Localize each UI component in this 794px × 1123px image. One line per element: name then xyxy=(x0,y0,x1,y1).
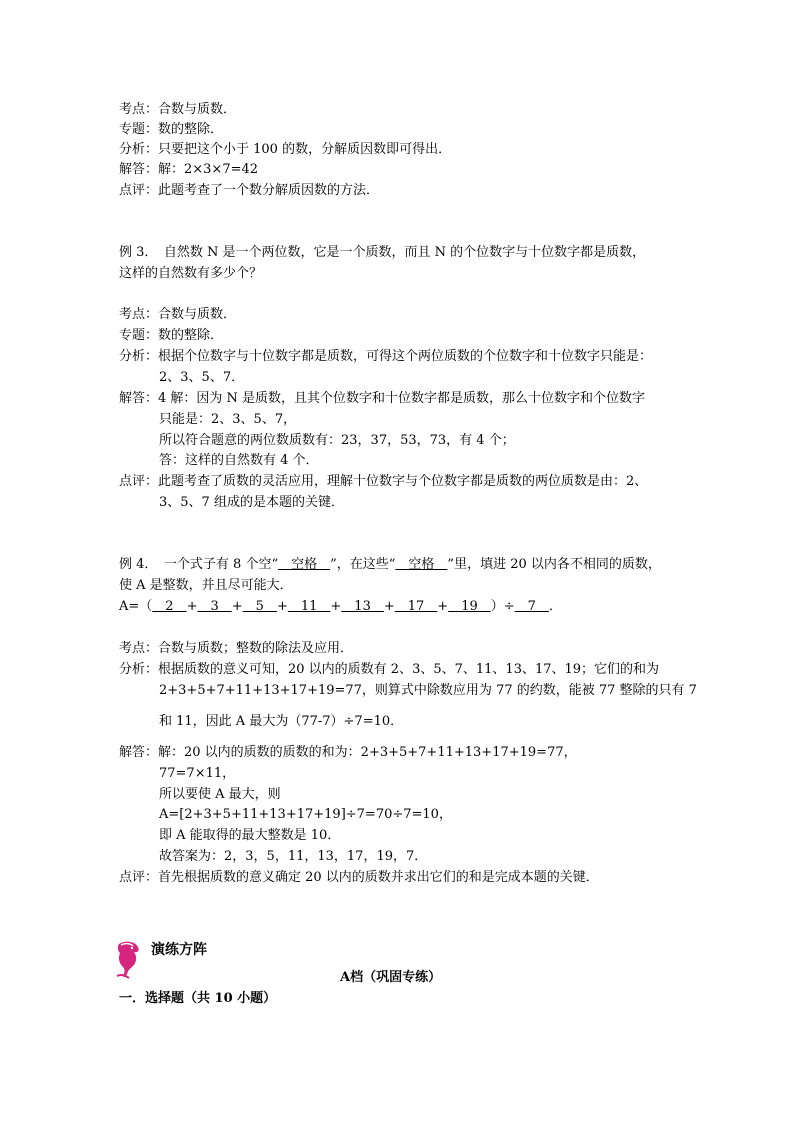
example-4-question xyxy=(119,556,661,574)
jieda-4: 解答：解：20 以内的质数的质数的和为：2+3+5+7+11+13+17+19=77， xyxy=(119,745,577,760)
jieda-4-line6: 故答案为：2，3，5，11，13，17，19，7． xyxy=(159,849,428,864)
kaodian-3: 考点：合数与质数． xyxy=(119,307,237,322)
jieda-1: 解答：解：2×3×7=42 xyxy=(119,162,259,177)
formula-prefix: A=（ xyxy=(119,599,153,614)
dianping-3-cont: 3、5、7 组成的是本题的关键． xyxy=(159,495,344,510)
practice-title: 演练方阵 xyxy=(151,942,207,958)
fenxi-4: 分析：根据质数的意义可知，20 以内的质数有 2、3、5、7、11、13、17、19；它们的和为 xyxy=(119,662,660,677)
example-4-question-cont: 使 A 是整数，并且尽可能大． xyxy=(119,578,293,593)
jieda-4-line5: 即 A 能取得的最大整数是 10． xyxy=(159,828,341,843)
jieda-4-line4: A=[2+3+5+11+13+17+19]÷7=70÷7=10， xyxy=(159,807,452,822)
dianping-3: 点评：此题考查了质数的灵活应用，理解十位数字与个位数字都是质数的两位质数是由：2、 xyxy=(119,474,648,489)
example-4-q-part3: ”里，填进 20 以内各不相同的质数， xyxy=(447,557,661,572)
jieda-3-line2: 只能是：2、3、5、7， xyxy=(159,412,297,427)
dianping-1: 点评：此题考查了一个数分解质因数的方法． xyxy=(119,183,380,198)
dolphin-icon xyxy=(113,938,143,980)
fenxi-3-cont: 2、3、5、7． xyxy=(159,370,245,385)
jieda-4-line2: 77=7×11， xyxy=(159,766,236,781)
plus-sign: + xyxy=(383,599,395,614)
formula-close: ）÷ xyxy=(490,599,515,614)
zhuanti-3: 专题：数的整除． xyxy=(119,328,224,343)
blank-label-2: 空格 xyxy=(395,557,448,572)
example-3-question: 例 3． 自然数 N 是一个两位数，它是一个质数，而且 N 的个位数字与十位数字都是质数， xyxy=(119,245,646,260)
zhuanti-1: 专题：数的整除． xyxy=(119,122,224,137)
formula-blank-3: 5 xyxy=(242,599,277,614)
kaodian-4: 考点：合数与质数；整数的除法及应用． xyxy=(119,641,354,656)
plus-sign: + xyxy=(231,599,243,614)
fenxi-4-line3: 和 11，因此 A 最大为（77-7）÷7=10． xyxy=(159,714,404,729)
example-3-question-cont: 这样的自然数有多少个？ xyxy=(119,266,263,281)
plus-sign: + xyxy=(186,599,198,614)
formula-blank-4: 11 xyxy=(287,599,331,614)
jieda-3: 解答：4 解：因为 N 是质数，且其个位数字和十位数字都是质数，那么十位数字和个位数字 xyxy=(119,391,646,406)
formula-blank-5: 13 xyxy=(341,599,384,614)
formula-blank-7: 19 xyxy=(448,599,491,614)
fenxi-3: 分析：根据个位数字与十位数字都是质数，可得这个两位质数的个位数字和十位数字只能是： xyxy=(119,349,653,364)
formula-blank-2: 3 xyxy=(197,599,232,614)
example-4-q-part1: 例 4． 一个式子有 8 个空“ xyxy=(119,557,279,572)
plus-sign: + xyxy=(437,599,449,614)
blank-label-1: 空格 xyxy=(278,557,331,572)
formula-blank-1: 2 xyxy=(152,599,187,614)
fenxi-1: 分析：只要把这个小于 100 的数，分解质因数即可得出． xyxy=(119,142,452,157)
dianping-4: 点评：首先根据质数的意义确定 20 以内的质数并求出它们的和是完成本题的关键． xyxy=(119,870,599,885)
section-heading: 一．选择题（共 10 小题） xyxy=(119,991,277,1006)
plus-sign: + xyxy=(276,599,288,614)
formula-blank-8: 7 xyxy=(514,599,549,614)
fenxi-4-line2: 2+3+5+7+11+13+17+19=77，则算式中除数应用为 77 的约数，能被 77 整除的只有 7 xyxy=(159,683,697,698)
kaodian-1: 考点：合数与质数． xyxy=(119,102,237,117)
formula-blank-6: 17 xyxy=(394,599,438,614)
jieda-3-line4: 答：这样的自然数有 4 个． xyxy=(159,453,319,468)
jieda-4-line3: 所以要使 A 最大，则 xyxy=(159,787,281,802)
jieda-3-line3: 所以符合题意的两位数质数有：23，37，53，73，有 4 个； xyxy=(159,433,515,448)
answer-formula xyxy=(119,598,562,616)
level-heading: A档（巩固专练） xyxy=(340,970,442,985)
formula-end: ． xyxy=(548,599,562,614)
example-4-q-part2: ”，在这些“ xyxy=(330,557,396,572)
plus-sign: + xyxy=(330,599,342,614)
